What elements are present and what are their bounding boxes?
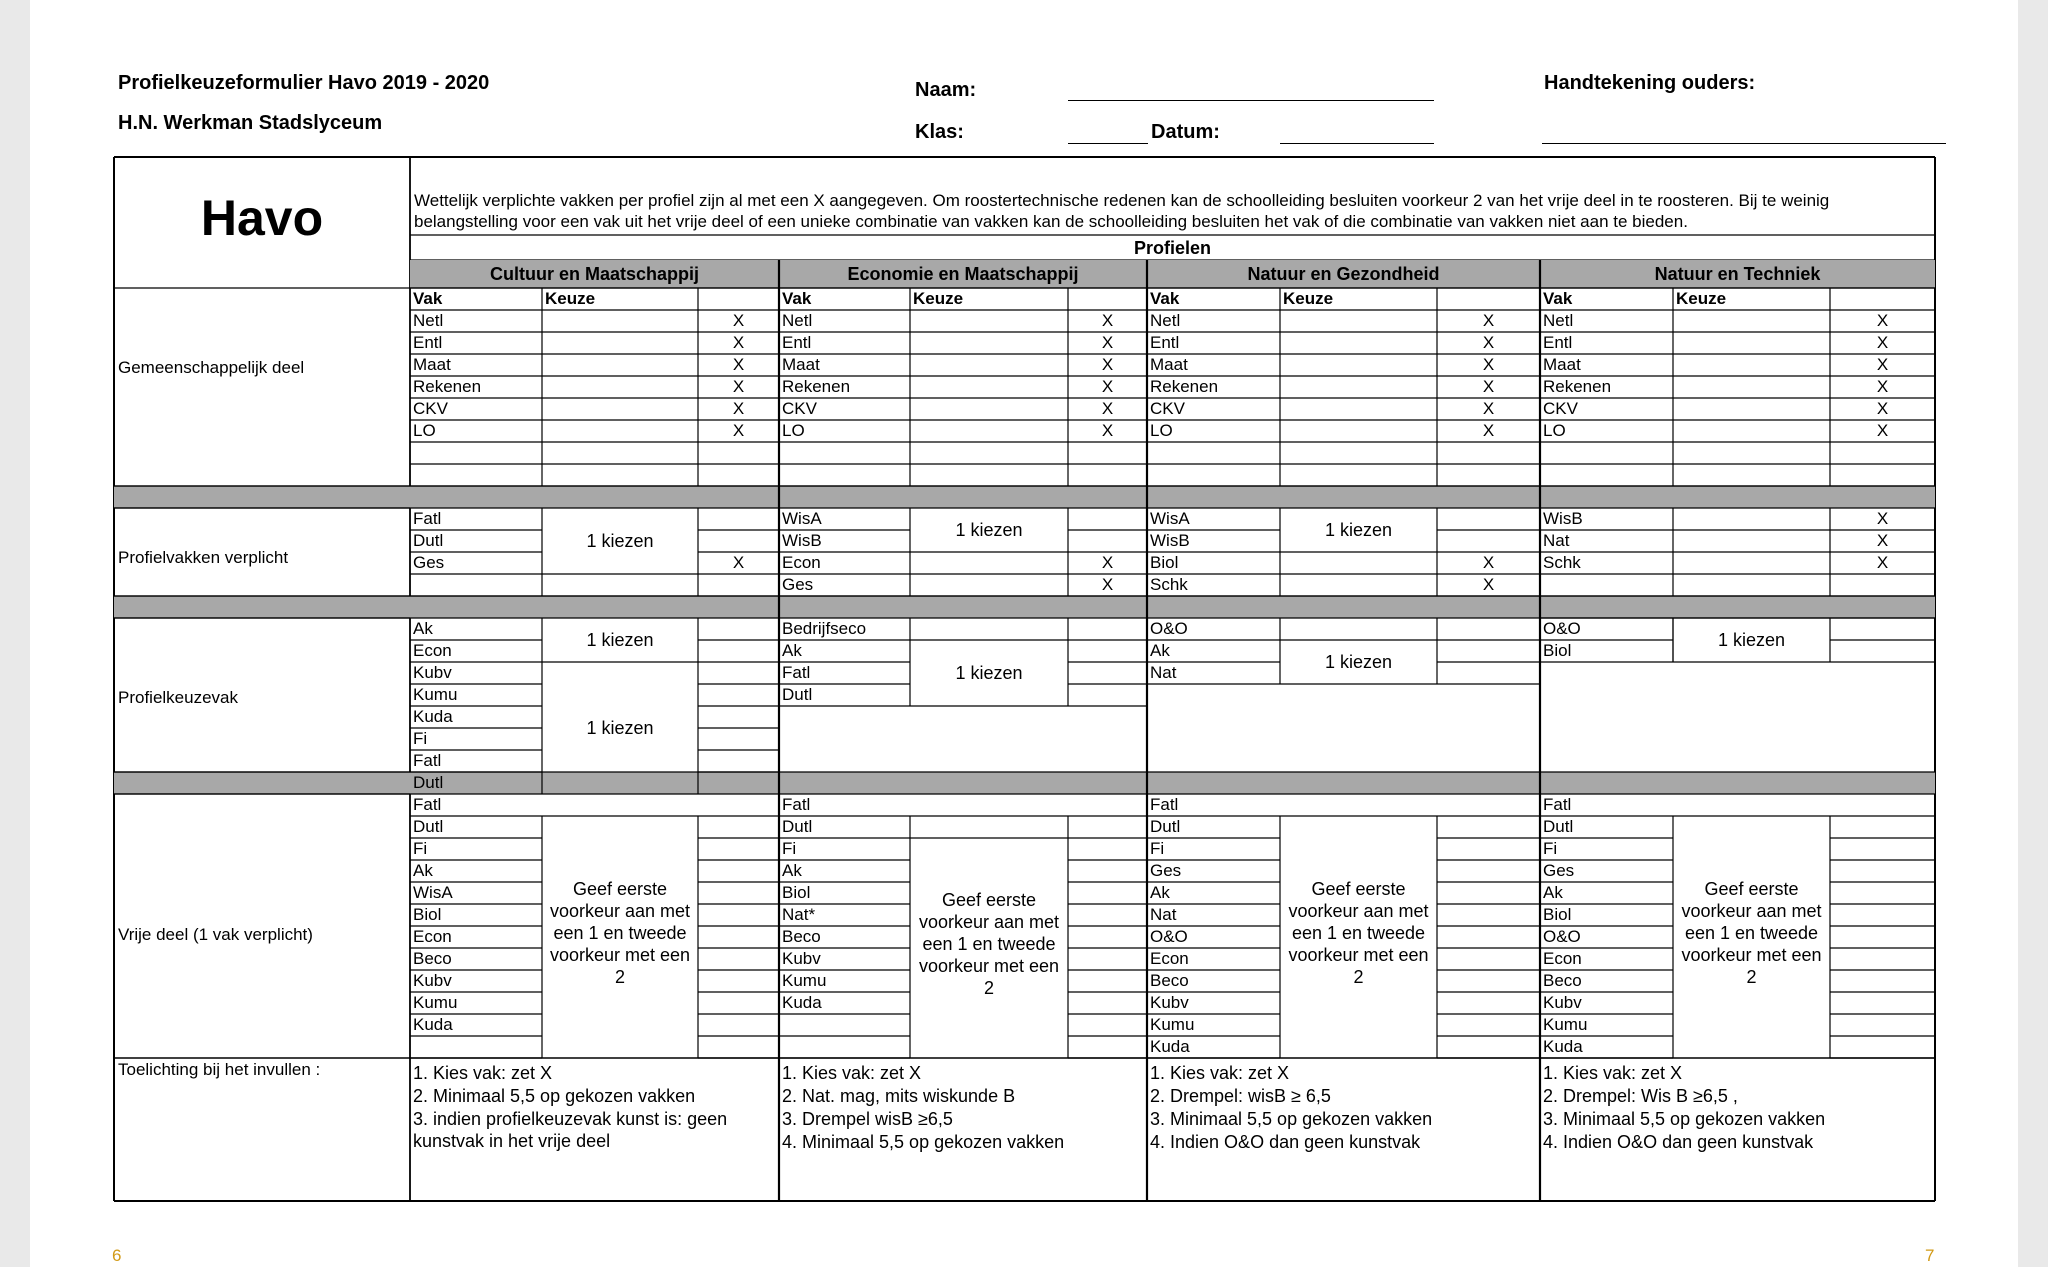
subject-cell: Nat xyxy=(1150,905,1177,924)
subject-cell: Schk xyxy=(1150,575,1188,594)
instruction-note: 2. Drempel: Wis B ≥6,5 , xyxy=(1543,1086,1738,1106)
instruction-note: 1. Kies vak: zet X xyxy=(1543,1063,1683,1083)
subject-cell: Fi xyxy=(1543,839,1558,858)
subject-cell: Fi xyxy=(782,839,797,858)
subject-cell: Biol xyxy=(1150,553,1179,572)
preference-instruction: Geef eerste voorkeur aan met een 1 en tweede voorkeur met een 2 xyxy=(549,879,691,987)
subject-cell: Econ xyxy=(1543,949,1582,968)
subject-cell: Bedrijfseco xyxy=(782,619,867,638)
subject-cell: Fatl xyxy=(413,509,442,528)
subject-cell: Kuda xyxy=(782,993,822,1012)
required-mark[interactable]: X xyxy=(1101,553,1114,572)
subject-cell: Kubv xyxy=(413,971,452,990)
keuze-header: Keuze xyxy=(1283,289,1334,308)
subject-cell: Nat xyxy=(1150,663,1177,682)
subject-cell: Entl xyxy=(413,333,443,352)
naam-label: Naam: xyxy=(915,79,977,101)
subject-cell: CKV xyxy=(413,399,448,418)
instruction-note: 1. Kies vak: zet X xyxy=(1150,1063,1290,1083)
section-divider-band xyxy=(114,772,1935,794)
subject-cell: O&O xyxy=(1150,619,1188,638)
required-mark[interactable]: X xyxy=(1876,311,1889,330)
subject-cell: Rekenen xyxy=(1543,377,1612,396)
profile-name: Economie en Maatschappij xyxy=(847,264,1079,284)
preference-instruction: Geef eerste voorkeur aan met een 1 en tweede voorkeur met een 2 xyxy=(918,890,1060,998)
subject-cell: WisB xyxy=(782,531,822,550)
subject-cell: Kubv xyxy=(1543,993,1582,1012)
instruction-note: 3. Minimaal 5,5 op gekozen vakken xyxy=(1150,1109,1433,1129)
required-mark[interactable]: X xyxy=(1876,399,1889,418)
required-mark[interactable]: X xyxy=(1101,355,1114,374)
subject-cell: Biol xyxy=(782,883,811,902)
required-mark[interactable]: X xyxy=(732,399,745,418)
subject-cell: Ak xyxy=(413,619,433,638)
section-gemeenschappelijk: Gemeenschappelijk deel xyxy=(118,358,305,377)
kiezen-label: 1 kiezen xyxy=(955,663,1023,683)
kiezen-label: 1 kiezen xyxy=(955,520,1023,540)
subject-cell: Netl xyxy=(1150,311,1181,330)
required-mark[interactable]: X xyxy=(1482,311,1495,330)
subject-cell: Ak xyxy=(1150,641,1170,660)
page-number-right: 7 xyxy=(1925,1246,1935,1265)
section-profielkeuzevak: Profielkeuzevak xyxy=(118,688,239,707)
subject-cell: Econ xyxy=(413,641,452,660)
required-mark[interactable]: X xyxy=(1482,399,1495,418)
subject-cell: CKV xyxy=(782,399,817,418)
section-divider-band xyxy=(114,486,1935,508)
subject-cell: Kuda xyxy=(413,1015,453,1034)
subject-cell: Dutl xyxy=(1150,817,1181,836)
required-mark[interactable]: X xyxy=(1876,553,1889,572)
subject-cell: Beco xyxy=(1150,971,1189,990)
subject-cell: Fi xyxy=(413,839,428,858)
instruction-note: 1. Kies vak: zet X xyxy=(413,1063,553,1083)
instruction-note: 3. indien profielkeuzevak kunst is: geen kunstvak in het vrije deel xyxy=(413,1109,728,1151)
subject-cell: Econ xyxy=(413,927,452,946)
subject-cell: Nat* xyxy=(782,905,816,924)
subject-cell: Entl xyxy=(1543,333,1573,352)
subject-cell: WisB xyxy=(1543,509,1583,528)
subject-cell: Ak xyxy=(1150,883,1170,902)
required-mark[interactable]: X xyxy=(1482,333,1495,352)
kiezen-label: 1 kiezen xyxy=(586,531,654,551)
subject-cell: WisA xyxy=(1150,509,1190,528)
kiezen-label: 1 kiezen xyxy=(1324,652,1393,672)
subject-cell: Kumu xyxy=(1150,1015,1195,1034)
profile-name: Natuur en Gezondheid xyxy=(1247,264,1440,284)
form-page xyxy=(30,0,2018,1267)
instruction-note: 3. Minimaal 5,5 op gekozen vakken xyxy=(1543,1109,1826,1129)
subject-cell: Fatl xyxy=(413,795,442,814)
subject-cell: Fi xyxy=(413,729,428,748)
kiezen-label: 1 kiezen xyxy=(1717,630,1786,650)
instruction-note: 3. Drempel wisB ≥6,5 xyxy=(782,1109,953,1129)
required-mark[interactable]: X xyxy=(1876,377,1889,396)
instruction-note: 2. Nat. mag, mits wiskunde B xyxy=(782,1086,1016,1106)
required-mark[interactable]: X xyxy=(1482,553,1495,572)
vak-header: Vak xyxy=(1150,289,1180,308)
subject-cell: Beco xyxy=(782,927,821,946)
required-mark[interactable]: X xyxy=(1101,575,1114,594)
subject-cell: Kumu xyxy=(413,993,458,1012)
instruction-note: 2. Minimaal 5,5 op gekozen vakken xyxy=(413,1086,696,1106)
subject-cell: Rekenen xyxy=(782,377,851,396)
subject-cell: Netl xyxy=(1543,311,1574,330)
subject-cell: Dutl xyxy=(782,817,813,836)
subject-cell: Rekenen xyxy=(413,377,482,396)
section-profielvakken: Profielvakken verplicht xyxy=(118,548,289,567)
subject-cell: Maat xyxy=(1150,355,1188,374)
subject-cell: LO xyxy=(782,421,805,440)
profile-name: Natuur en Techniek xyxy=(1654,264,1821,284)
instruction-note: 1. Kies vak: zet X xyxy=(782,1063,922,1083)
subject-cell: Maat xyxy=(782,355,820,374)
required-mark[interactable]: X xyxy=(1482,355,1495,374)
subject-cell: Kumu xyxy=(413,685,458,704)
required-mark[interactable]: X xyxy=(1101,311,1114,330)
subject-cell: Biol xyxy=(1543,905,1572,924)
preference-instruction: Geef eerste voorkeur aan met een 1 en tweede voorkeur met een 2 xyxy=(1288,879,1429,987)
subject-cell: Kuda xyxy=(1543,1037,1583,1056)
klas-label: Klas: xyxy=(915,121,964,143)
intro-text: Wettelijk verplichte vakken per profiel zijn al met een X aangegeven. Om roostertechnische redenen kan de schoolleiding besluiten voorkeur 2 van het vrije deel in te roosteren. Bij te weinig belangstelling voor een vak uit het vrije deel of een unieke combinatie van vakken kan de schoolleiding besluiten het vak of die combinatie van vakken niet aan te bieden. xyxy=(414,191,1830,231)
required-mark[interactable]: X xyxy=(732,553,745,572)
subject-cell: LO xyxy=(1543,421,1566,440)
instruction-note: 2. Drempel: wisB ≥ 6,5 xyxy=(1150,1086,1331,1106)
subject-cell: Fatl xyxy=(413,751,442,770)
subject-cell: Biol xyxy=(1543,641,1572,660)
profile-name: Cultuur en Maatschappij xyxy=(489,264,700,284)
section-vrije-deel: Vrije deel (1 vak verplicht) xyxy=(118,925,313,944)
required-mark[interactable]: X xyxy=(1876,531,1889,550)
profielen-header: Profielen xyxy=(1133,238,1212,258)
subject-cell: Econ xyxy=(1150,949,1189,968)
keuze-header: Keuze xyxy=(1676,289,1727,308)
keuze-header: Keuze xyxy=(545,289,596,308)
subject-cell: Fatl xyxy=(1150,795,1179,814)
subject-cell: Maat xyxy=(1543,355,1581,374)
subject-cell: Schk xyxy=(1543,553,1581,572)
vak-header: Vak xyxy=(1543,289,1573,308)
required-mark[interactable]: X xyxy=(732,333,745,352)
subject-cell: Entl xyxy=(1150,333,1180,352)
kiezen-label: 1 kiezen xyxy=(586,630,654,650)
subject-cell: Ges xyxy=(782,575,814,594)
subject-cell: LO xyxy=(1150,421,1173,440)
subject-cell: WisA xyxy=(413,883,453,902)
subject-cell: O&O xyxy=(1543,927,1581,946)
kiezen-label: 1 kiezen xyxy=(1324,520,1393,540)
subject-cell: Dutl xyxy=(413,531,444,550)
subject-cell: Econ xyxy=(782,553,821,572)
required-mark[interactable]: X xyxy=(1482,421,1495,440)
subject-cell: O&O xyxy=(1543,619,1581,638)
subject-cell: Kubv xyxy=(782,949,821,968)
required-mark[interactable]: X xyxy=(732,355,745,374)
required-mark[interactable]: X xyxy=(1101,333,1114,352)
section-toelichting: Toelichting bij het invullen : xyxy=(118,1060,321,1079)
subject-cell: Beco xyxy=(413,949,452,968)
subject-cell: Netl xyxy=(413,311,444,330)
subject-cell: Kubv xyxy=(413,663,452,682)
subject-cell: Ges xyxy=(413,553,445,572)
subject-cell: Ak xyxy=(1543,883,1563,902)
subject-cell: Netl xyxy=(782,311,813,330)
required-mark[interactable]: X xyxy=(1876,355,1889,374)
required-mark[interactable]: X xyxy=(1482,575,1495,594)
required-mark[interactable]: X xyxy=(1101,399,1114,418)
instruction-note: 4. Indien O&O dan geen kunstvak xyxy=(1150,1132,1421,1152)
keuze-header: Keuze xyxy=(913,289,964,308)
form-title: Profielkeuzeformulier Havo 2019 - 2020 xyxy=(118,72,490,94)
datum-label: Datum: xyxy=(1151,121,1220,143)
subject-cell: WisB xyxy=(1150,531,1190,550)
subject-cell: Dutl xyxy=(1543,817,1574,836)
subject-cell: Kumu xyxy=(782,971,827,990)
subject-cell: Ges xyxy=(1543,861,1575,880)
subject-cell: Fatl xyxy=(782,795,811,814)
subject-cell: Fatl xyxy=(782,663,811,682)
section-divider-band xyxy=(114,596,1935,618)
subject-cell: Ak xyxy=(413,861,433,880)
page-number-left: 6 xyxy=(112,1246,122,1265)
subject-cell: Dutl xyxy=(413,773,444,792)
subject-cell: Kuda xyxy=(413,707,453,726)
required-mark[interactable]: X xyxy=(1101,421,1114,440)
required-mark[interactable]: X xyxy=(732,421,745,440)
required-mark[interactable]: X xyxy=(1101,377,1114,396)
subject-cell: Ak xyxy=(782,861,802,880)
subject-cell: Dutl xyxy=(782,685,813,704)
handtekening-label: Handtekening ouders: xyxy=(1544,72,1756,94)
kiezen-label: 1 kiezen xyxy=(586,718,654,738)
subject-cell: Kuda xyxy=(1150,1037,1190,1056)
havo-title: Havo xyxy=(200,190,324,246)
subject-cell: Maat xyxy=(413,355,451,374)
required-mark[interactable]: X xyxy=(732,311,745,330)
subject-cell: Fatl xyxy=(1543,795,1572,814)
required-mark[interactable]: X xyxy=(1876,509,1889,528)
subject-cell: Ak xyxy=(782,641,802,660)
subject-cell: Entl xyxy=(782,333,812,352)
subject-cell: Rekenen xyxy=(1150,377,1219,396)
instruction-note: 4. Indien O&O dan geen kunstvak xyxy=(1543,1132,1814,1152)
required-mark[interactable]: X xyxy=(1482,377,1495,396)
subject-cell: Nat xyxy=(1543,531,1570,550)
subject-cell: WisA xyxy=(782,509,822,528)
subject-cell: Biol xyxy=(413,905,442,924)
subject-cell: Beco xyxy=(1543,971,1582,990)
vak-header: Vak xyxy=(413,289,443,308)
subject-cell: CKV xyxy=(1543,399,1578,418)
subject-cell: Dutl xyxy=(413,817,444,836)
subject-cell: Fi xyxy=(1150,839,1165,858)
required-mark[interactable]: X xyxy=(732,377,745,396)
subject-cell: Kubv xyxy=(1150,993,1189,1012)
school-name: H.N. Werkman Stadslyceum xyxy=(118,112,383,134)
subject-cell: CKV xyxy=(1150,399,1185,418)
subject-cell: O&O xyxy=(1150,927,1188,946)
vak-header: Vak xyxy=(782,289,812,308)
subject-cell: LO xyxy=(413,421,436,440)
subject-cell: Kumu xyxy=(1543,1015,1588,1034)
required-mark[interactable]: X xyxy=(1876,333,1889,352)
subject-cell: Ges xyxy=(1150,861,1182,880)
instruction-note: 4. Minimaal 5,5 op gekozen vakken xyxy=(782,1132,1065,1152)
preference-instruction: Geef eerste voorkeur aan met een 1 en tweede voorkeur met een 2 xyxy=(1681,879,1822,987)
required-mark[interactable]: X xyxy=(1876,421,1889,440)
